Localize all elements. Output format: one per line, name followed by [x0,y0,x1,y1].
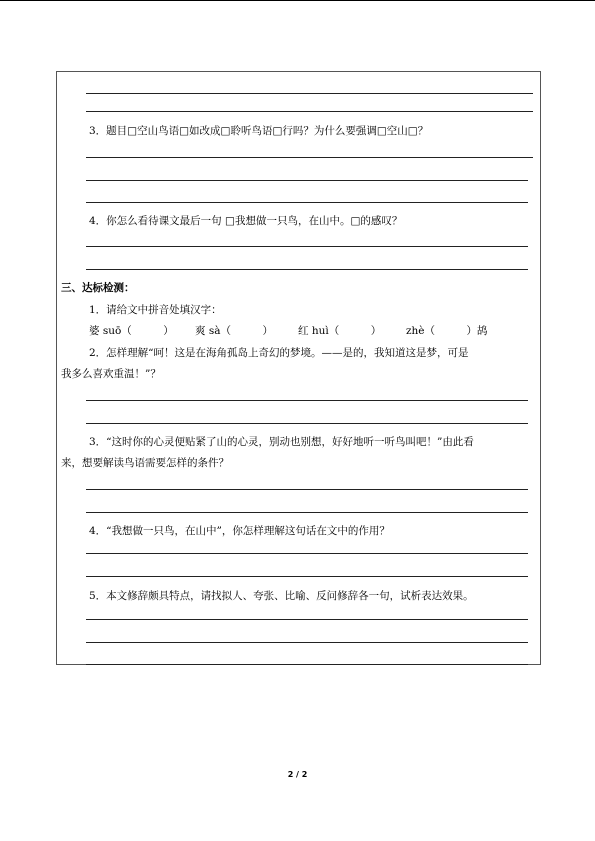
pinyin-item-4: zhè（ ）鸪 [406,325,488,337]
page-number: 2 / 2 [287,770,308,779]
section-3-q1: 1．请给文中拼音处填汉字： [89,304,222,316]
section-3-heading: 三、达标检测： [61,282,135,294]
answer-line [86,489,528,490]
section-3-q2-line-2: 我多么喜欢重温！”？ [61,368,161,380]
question-3-title: 3．题目□空山鸟语□如改成□聆听鸟语□行吗？为什么要强调□空山□？ [89,125,429,137]
answer-line [86,111,533,112]
section-3-q3-line-1: 3．“这时你的心灵便贴紧了山的心灵，别动也别想，好好地听一听鸟叫吧！”由此看 [89,436,474,448]
answer-line [86,576,528,577]
answer-line [86,664,528,665]
section-3-q5: 5．本文修辞颇具特点，请找拟人、夸张、比喻、反问修辞各一句，试析表达效果。 [89,590,474,602]
answer-line [86,553,528,554]
answer-line [86,269,528,270]
section-3-q2-line-1: 2．怎样理解“呵！这是在海角孤岛上奇幻的梦境。——是的，我知道这是梦，可是 [89,347,469,359]
question-4-last-sentence: 4．你怎么看待课文最后一句 □我想做一只鸟，在山中。□的感叹？ [89,215,403,227]
answer-line [86,202,528,203]
answer-line [86,619,528,620]
pinyin-item-1: 婆 suō（ ） [89,325,174,337]
answer-line [86,512,528,513]
answer-line [86,642,528,643]
answer-line [86,423,528,424]
pinyin-item-2: 爽 sà（ ） [195,325,273,337]
pinyin-item-3: 红 huì（ ） [298,325,382,337]
page-top-rule [0,0,595,1]
answer-line [86,180,528,181]
section-3-q4: 4．“我想做一只鸟，在山中”，你怎样理解这句话在文中的作用？ [89,525,390,537]
section-3-q3-line-2: 来，想要解读鸟语需要怎样的条件？ [61,457,229,469]
answer-line [86,93,533,94]
answer-line [86,400,528,401]
answer-line [86,246,528,247]
answer-line [86,157,533,158]
